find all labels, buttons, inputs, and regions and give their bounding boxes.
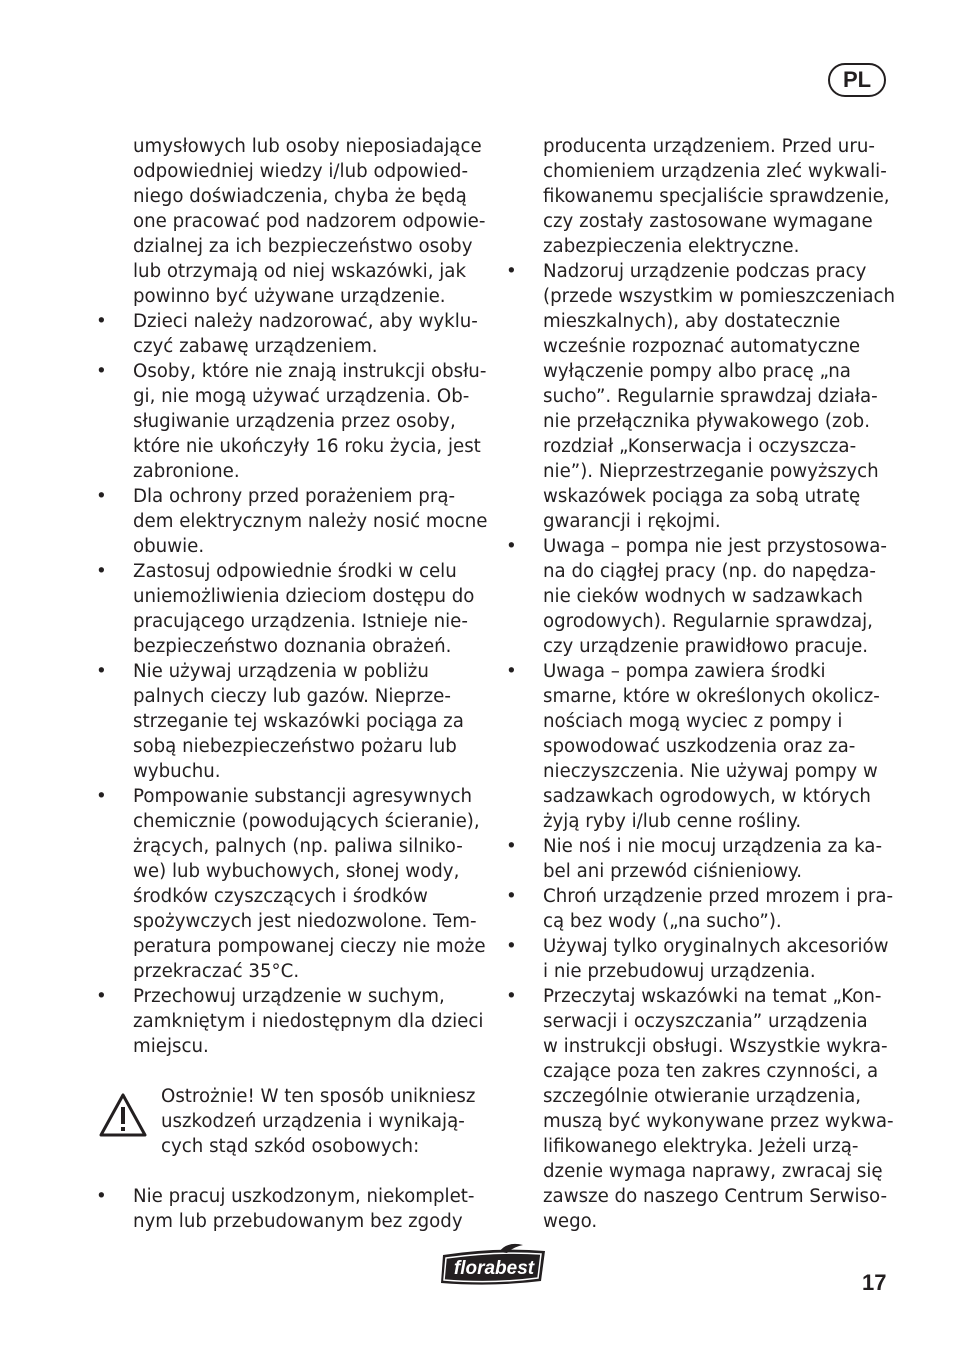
text-line [506, 809, 898, 834]
line-text: Przeczytaj wskazówki na temat „Kon- [543, 986, 882, 1007]
line-text: we) lub wybuchowych, słonej wody, [133, 861, 460, 882]
line-text: gi, nie mogą używać urządzenia. Ob- [133, 386, 470, 407]
line-text: sługiwanie urządzenia przez osoby, [133, 411, 456, 432]
line-text: nie cieków wodnych w sadzawkach [543, 586, 863, 607]
line-text: Uwaga – pompa nie jest przystosowa- [543, 536, 887, 557]
text-line [506, 409, 898, 434]
logo-text: florabest [453, 1258, 535, 1279]
text-line [506, 534, 898, 559]
line-text: nym lub przebudowanym bez zgody [133, 1211, 463, 1232]
text-line [96, 209, 488, 234]
line-text: smarne, które w określonych okolicz- [543, 686, 880, 707]
text-line [96, 859, 488, 884]
text-line [506, 1084, 898, 1109]
warning-text-line: cych stąd szkód osobowych: [161, 1136, 420, 1157]
list-item [506, 659, 898, 834]
text-line [506, 209, 898, 234]
text-line [96, 809, 488, 834]
list-item [96, 784, 488, 984]
text-line [506, 1009, 898, 1034]
text-line [506, 359, 898, 384]
line-text: peratura pompowanej cieczy nie może [133, 936, 486, 957]
text-line [96, 534, 488, 559]
line-text: nościach mogą wyciec z pompy i [543, 711, 843, 732]
line-text: lifikowanego elektryka. Jeżeli urzą- [543, 1136, 859, 1157]
line-text: wybuchu. [133, 761, 221, 782]
text-line [96, 934, 488, 959]
line-text: (przede wszystkim w pomieszczeniach [543, 286, 896, 307]
line-text: cą bez wody („na sucho”). [543, 911, 782, 932]
text-line [506, 584, 898, 609]
text-line [506, 1034, 898, 1059]
text-line [96, 709, 488, 734]
text-line [506, 159, 898, 184]
bullet-icon: • [96, 986, 107, 1007]
bullet-icon: • [96, 661, 107, 682]
text-line [506, 959, 898, 984]
bullet-icon: • [506, 536, 517, 557]
line-text: spowodować uszkodzenia oraz za- [543, 736, 856, 757]
list-item [506, 259, 898, 534]
text-line [506, 334, 898, 359]
bullet-icon: • [506, 886, 517, 907]
list-item [96, 484, 488, 559]
text-line [96, 459, 488, 484]
line-text: palnych cieczy lub gazów. Nieprze- [133, 686, 451, 707]
text-line [96, 134, 488, 159]
text-line [506, 659, 898, 684]
text-line [506, 1159, 898, 1184]
line-text: pracującego urządzenia. Istnieje nie- [133, 611, 468, 632]
line-text: wskazówek pociąga za sobą utratę [543, 486, 861, 507]
text-line [96, 259, 488, 284]
line-text: zamkniętym i niedostępnym dla dzieci [133, 1011, 484, 1032]
list-item [506, 534, 898, 659]
line-text: dem elektrycznym należy nosić mocne [133, 511, 488, 532]
line-text: zabezpieczenia elektryczne. [543, 236, 800, 257]
list-item [96, 1184, 488, 1234]
line-text: chomieniem urządzenia zleć wykwali- [543, 161, 887, 182]
page-number: 17 [862, 1270, 887, 1295]
line-text: one pracować pod nadzorem odpowie- [133, 211, 486, 232]
line-text: producenta urządzeniem. Przed uru- [543, 136, 875, 157]
text-line [96, 1209, 488, 1234]
line-text: ogrodowych). Regularnie sprawdzaj, [543, 611, 873, 632]
line-text: Nie pracuj uszkodzonym, niekomplet- [133, 1186, 475, 1207]
text-line [506, 934, 898, 959]
text-line [96, 634, 488, 659]
line-text: które nie ukończyły 16 roku życia, jest [133, 436, 481, 457]
warning-triangle-icon [98, 1092, 148, 1138]
list-item [96, 659, 488, 784]
line-text: miejscu. [133, 1036, 209, 1057]
text-line [96, 334, 488, 359]
text-line [506, 684, 898, 709]
list-item [506, 834, 898, 884]
line-text: nie”). Nieprzestrzeganie powyższych [543, 461, 879, 482]
text-line [506, 1109, 898, 1134]
text-line [506, 484, 898, 509]
text-line [96, 834, 488, 859]
line-text: nie przełącznika pływakowego (zob. [543, 411, 871, 432]
line-text: muszą być wykonywane przez wykwa- [543, 1111, 894, 1132]
text-line [506, 384, 898, 409]
text-line [506, 759, 898, 784]
text-line [96, 609, 488, 634]
line-text: bel ani przewód ciśnieniowy. [543, 861, 802, 882]
list-item [96, 359, 488, 484]
line-text: bezpieczeństwo doznania obrażeń. [133, 636, 452, 657]
list-item [96, 309, 488, 359]
line-text: umysłowych lub osoby nieposiadające [133, 136, 482, 157]
language-badge [828, 63, 886, 97]
bullet-icon: • [506, 661, 517, 682]
line-text: wyłączenie pompy albo pracę „na [543, 361, 851, 382]
text-line [506, 859, 898, 884]
line-text: niego doświadczenia, chyba że będą [133, 186, 467, 207]
right-column [506, 134, 898, 1234]
line-text: czyć zabawę urządzeniem. [133, 336, 378, 357]
line-text: żyją ryby i/lub cenne rośliny. [543, 811, 802, 832]
text-line [96, 784, 488, 809]
line-text: czy urządzenie prawidłowo pracuje. [543, 636, 869, 657]
line-text: przekraczać 35°C. [133, 961, 300, 982]
line-text: mieszkalnych), aby dostatecznie [543, 311, 841, 332]
line-text: Nie noś i nie mocuj urządzenia za ka- [543, 836, 883, 857]
line-text: gwarancji i rękojmi. [543, 511, 721, 532]
text-line [96, 959, 488, 984]
bullet-icon: • [96, 486, 107, 507]
line-text: Uwaga – pompa zawiera środki [543, 661, 826, 682]
line-text: spożywczych jest niedozwolone. Tem- [133, 911, 477, 932]
text-line [96, 684, 488, 709]
text-line [96, 359, 488, 384]
text-line [96, 284, 488, 309]
text-line [96, 159, 488, 184]
text-line [96, 884, 488, 909]
line-text: sobą niebezpieczeństwo pożaru lub [133, 736, 457, 757]
line-text: środków czyszczących i środków [133, 886, 428, 907]
line-text: czy zostały zastosowane wymagane [543, 211, 873, 232]
text-line [506, 884, 898, 909]
line-text: Zastosuj odpowiednie środki w celu [133, 561, 457, 582]
text-line [506, 1059, 898, 1084]
warning-text-line: uszkodzeń urządzenia i wynikają- [161, 1111, 465, 1132]
warning-notice [96, 1084, 488, 1159]
language-code: PL [842, 67, 872, 92]
text-line [506, 909, 898, 934]
text-line [96, 384, 488, 409]
line-text: Dzieci należy nadzorować, aby wyklu- [133, 311, 478, 332]
text-line [506, 284, 898, 309]
text-line [506, 434, 898, 459]
line-text: czające poza ten zakres czynności, a [543, 1061, 879, 1082]
florabest-logo [437, 1243, 552, 1289]
line-text: rozdział „Konserwacja i oczyszcza- [543, 436, 857, 457]
line-text: sucho”. Regularnie sprawdzaj działa- [543, 386, 878, 407]
line-text: serwacji i oczyszczania” urządzenia [543, 1011, 868, 1032]
text-line [96, 1009, 488, 1034]
line-text: Dla ochrony przed porażeniem prą- [133, 486, 456, 507]
text-line [506, 1134, 898, 1159]
line-text: fikowanemu specjaliście sprawdzenie, [543, 186, 890, 207]
text-line [506, 459, 898, 484]
list-item [96, 984, 488, 1059]
line-text: obuwie. [133, 536, 205, 557]
list-item [96, 134, 488, 309]
text-line [96, 409, 488, 434]
text-line [96, 584, 488, 609]
text-line [96, 1184, 488, 1209]
line-text: wcześnie rozpoznać automatyczne [543, 336, 861, 357]
list-item [506, 934, 898, 984]
text-line [96, 509, 488, 534]
text-line [96, 734, 488, 759]
line-text: żrących, palnych (np. paliwa silniko- [133, 836, 463, 857]
text-line [506, 1209, 898, 1234]
line-text: Nie używaj urządzenia w pobliżu [133, 661, 429, 682]
text-line [506, 984, 898, 1009]
bullet-icon: • [96, 1186, 107, 1207]
warning-text-line: Ostrożnie! W ten sposób unikniesz [161, 1086, 476, 1107]
text-line [506, 784, 898, 809]
bullet-icon: • [96, 786, 107, 807]
text-line [96, 659, 488, 684]
line-text: Używaj tylko oryginalnych akcesoriów [543, 936, 889, 957]
line-text: wego. [543, 1211, 598, 1232]
bullet-icon: • [506, 261, 517, 282]
bullet-icon: • [506, 936, 517, 957]
list-item [506, 134, 898, 259]
line-text: lub otrzymają od niej wskazówki, jak [133, 261, 466, 282]
text-line [506, 834, 898, 859]
line-text: Chroń urządzenie przed mrozem i pra- [543, 886, 894, 907]
list-item [506, 984, 898, 1234]
bullet-icon: • [96, 561, 107, 582]
line-text: Osoby, które nie znają instrukcji obsłu- [133, 361, 487, 382]
text-line [506, 184, 898, 209]
line-text: chemicznie (powodujących ścieranie), [133, 811, 480, 832]
text-line [96, 759, 488, 784]
text-line [96, 559, 488, 584]
line-text: i nie przebudowuj urządzenia. [543, 961, 816, 982]
text-line [506, 259, 898, 284]
text-line [506, 709, 898, 734]
list-item [506, 884, 898, 934]
text-line [506, 734, 898, 759]
text-line [506, 634, 898, 659]
bullet-icon: • [96, 311, 107, 332]
text-line [96, 234, 488, 259]
text-line [506, 1184, 898, 1209]
line-text: dzenie wymaga naprawy, zwracaj się [543, 1161, 883, 1182]
line-text: dzialnej za ich bezpieczeństwo osoby [133, 236, 473, 257]
bullet-icon: • [506, 836, 517, 857]
line-text: zabronione. [133, 461, 240, 482]
text-line [96, 1034, 488, 1059]
line-text: odpowiedniej wiedzy i/lub odpowied- [133, 161, 469, 182]
line-text: uniemożliwienia dzieciom dostępu do [133, 586, 475, 607]
text-line [96, 909, 488, 934]
line-text: zawsze do naszego Centrum Serwiso- [543, 1186, 888, 1207]
text-line [506, 609, 898, 634]
text-line [506, 234, 898, 259]
line-text: na do ciągłej pracy (np. do napędza- [543, 561, 876, 582]
text-line [506, 309, 898, 334]
text-line [96, 434, 488, 459]
bullet-icon: • [96, 361, 107, 382]
line-text: Nadzoruj urządzenie podczas pracy [543, 261, 867, 282]
line-text: Pompowanie substancji agresywnych [133, 786, 473, 807]
text-line [96, 309, 488, 334]
line-text: strzeganie tej wskazówki pociąga za [133, 711, 464, 732]
text-line [506, 134, 898, 159]
line-text: w instrukcji obsługi. Wszystkie wykra- [543, 1036, 888, 1057]
text-line [506, 509, 898, 534]
line-text: Przechowuj urządzenie w suchym, [133, 986, 445, 1007]
list-item [96, 559, 488, 659]
text-line [96, 184, 488, 209]
line-text: powinno być używane urządzenie. [133, 286, 446, 307]
line-text: nieczyszczenia. Nie używaj pompy w [543, 761, 878, 782]
bullet-icon: • [506, 986, 517, 1007]
text-line [96, 484, 488, 509]
text-line [96, 984, 488, 1009]
left-column [96, 134, 488, 1234]
line-text: szczególnie otwieranie urządzenia, [543, 1086, 862, 1107]
line-text: sadzawkach ogrodowych, w których [543, 786, 871, 807]
text-line [506, 559, 898, 584]
